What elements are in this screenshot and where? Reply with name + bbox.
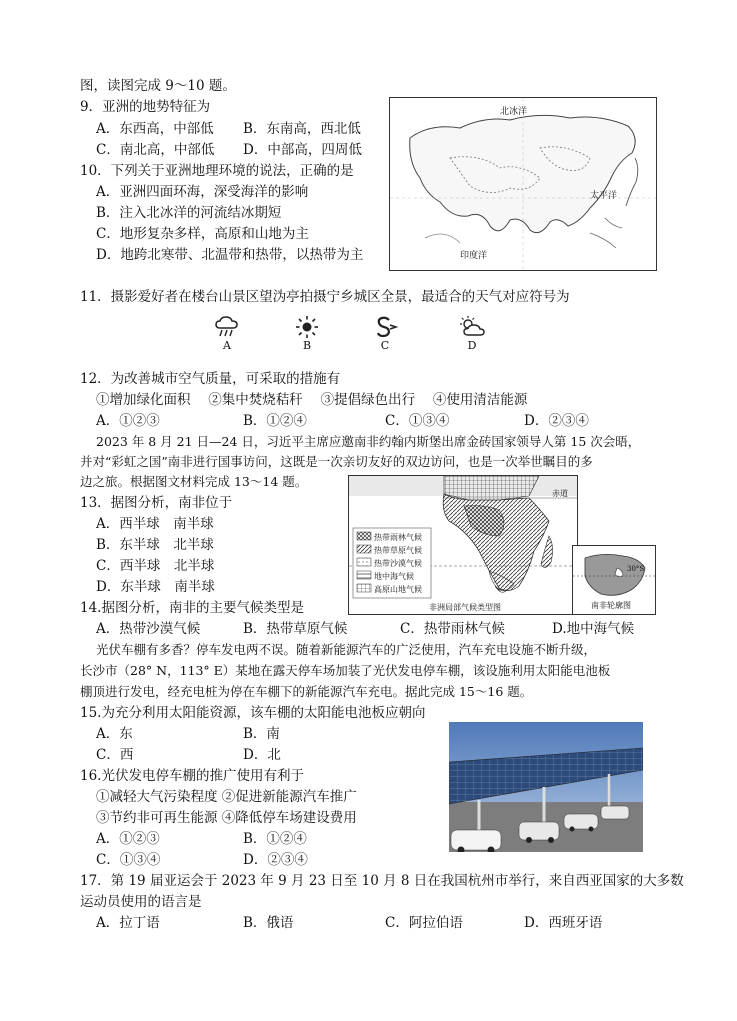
weather-sunny-option-b[interactable] bbox=[292, 315, 322, 352]
q14-option-d[interactable]: D.地中海气候 bbox=[552, 621, 635, 637]
weather-label-a: A bbox=[223, 339, 231, 352]
q15-option-c[interactable]: C．西 bbox=[96, 747, 134, 763]
q17-option-a[interactable]: A．拉丁语 bbox=[96, 915, 160, 931]
q16-option-d[interactable]: D．②③④ bbox=[243, 852, 308, 868]
q10-stem: 10．下列关于亚洲地理环境的说法，正确的是 bbox=[80, 163, 354, 179]
q12-option-b[interactable]: B．①②④ bbox=[243, 413, 307, 429]
q13-stem: 13．据图分析，南非位于 bbox=[80, 495, 233, 511]
inset-latitude: 30°S bbox=[627, 565, 645, 573]
q14-option-a[interactable]: A．热带沙漠气候 bbox=[96, 621, 201, 637]
q16-option-c[interactable]: C．①③④ bbox=[96, 852, 161, 868]
weather-label-d: D bbox=[467, 339, 477, 352]
q10-option-a[interactable]: A．亚洲四面环海，深受海洋的影响 bbox=[96, 184, 309, 200]
africa-map-caption: 非洲局部气候类型图 bbox=[429, 603, 501, 612]
inset-caption: 南非轮廓图 bbox=[591, 601, 631, 610]
q16-stem: 16.光伏发电停车棚的推广使用有利于 bbox=[80, 768, 304, 784]
africa-climate-map bbox=[348, 475, 578, 615]
q16-items-line2: ③节约非可再生能源 ④降低停车场建设费用 bbox=[96, 810, 357, 826]
q13-option-a[interactable]: A．西半球 南半球 bbox=[96, 516, 214, 532]
q12-option-c[interactable]: C．①③④ bbox=[385, 413, 450, 429]
legend-rainforest: 热带雨林气候 bbox=[374, 533, 422, 542]
q10-option-b[interactable]: B．注入北冰洋的河流结冰期短 bbox=[96, 205, 282, 221]
passage-15-16-line1: 光伏车棚有多香？停车发电两不误。随着新能源汽车的广泛使用，汽车充电设施不断升级， bbox=[96, 642, 597, 657]
cloud-rain-icon bbox=[214, 315, 240, 339]
partly-cloudy-icon bbox=[458, 315, 486, 339]
q17-option-d[interactable]: D．西班牙语 bbox=[524, 915, 603, 931]
q12-option-a[interactable]: A．①②③ bbox=[96, 413, 160, 429]
legend-desert: 热带沙漠气候 bbox=[374, 559, 422, 568]
sandstorm-icon bbox=[372, 315, 398, 339]
q13-option-b[interactable]: B．东半球 北半球 bbox=[96, 537, 214, 553]
q9-option-a[interactable]: A．东西高，中部低 bbox=[96, 121, 214, 137]
q9-option-d[interactable]: D．中部高，四周低 bbox=[243, 142, 362, 158]
solar-carport-photo bbox=[449, 722, 643, 852]
intro-text: 图，读图完成 9～10 题。 bbox=[80, 78, 236, 94]
asia-map-arctic-label: 北冰洋 bbox=[500, 107, 528, 117]
weather-partly-cloudy-option-d[interactable] bbox=[456, 315, 488, 352]
sun-icon bbox=[294, 315, 320, 339]
passage-13-14-line3: 边之旅。根据图文材料完成 13～14 题。 bbox=[80, 474, 308, 489]
q9-option-b[interactable]: B．东南高，西北低 bbox=[243, 121, 361, 137]
weather-label-c: C bbox=[380, 339, 390, 352]
passage-15-16-line3: 棚顶进行发电，经充电桩为停在车棚下的新能源汽车充电。据此完成 15～16 题。 bbox=[80, 684, 533, 699]
legend-mediterranean: 地中海气候 bbox=[374, 572, 414, 581]
q17-option-b[interactable]: B．俄语 bbox=[243, 915, 294, 931]
q14-option-b[interactable]: B．热带草原气候 bbox=[243, 621, 348, 637]
q12-stem: 12．为改善城市空气质量，可采取的措施有 bbox=[80, 371, 341, 387]
passage-13-14-line2: 并对“彩虹之国”南非进行国事访问，这既是一次亲切友好的双边访问，也是一次举世瞩目的多 bbox=[80, 454, 593, 469]
equator-label: 赤道 bbox=[552, 489, 568, 498]
q15-option-a[interactable]: A．东 bbox=[96, 726, 133, 742]
south-africa-inset bbox=[572, 545, 656, 615]
passage-15-16-line2: 长沙市（28° N，113° E）某地在露天停车场加装了光伏发电停车棚，该设施利用太阳能电池板 bbox=[80, 663, 611, 678]
q13-option-d[interactable]: D．东半球 南半球 bbox=[96, 579, 215, 595]
q15-option-d[interactable]: D．北 bbox=[243, 747, 281, 763]
weather-label-b: B bbox=[302, 339, 312, 352]
q16-option-a[interactable]: A．①②③ bbox=[96, 831, 160, 847]
q17-stem-line2: 运动员使用的语言是 bbox=[80, 894, 202, 910]
q14-option-c[interactable]: C．热带雨林气候 bbox=[400, 621, 505, 637]
legend-highland: 高原山地气候 bbox=[374, 585, 422, 594]
legend-savanna: 热带草原气候 bbox=[374, 546, 422, 555]
q12-items: ①增加绿化面积 ②集中焚烧秸秆 ③提倡绿色出行 ④使用清洁能源 bbox=[96, 392, 528, 408]
q15-stem: 15.为充分利用太阳能资源，该车棚的太阳能电池板应朝向 bbox=[80, 705, 426, 721]
q17-stem-line1: 17．第 19 届亚运会于 2023 年 9 月 23 日至 10 月 8 日在我国杭州市举行，来自西亚国家的大多数 bbox=[80, 873, 684, 889]
passage-13-14-line1: 2023 年 8 月 21 日—24 日，习近平主席应邀南非约翰内斯堡出席金砖国家领导人第 15 次会晤， bbox=[96, 434, 641, 449]
asia-map-indian-label: 印度洋 bbox=[460, 251, 488, 261]
q12-option-d[interactable]: D．②③④ bbox=[524, 413, 589, 429]
q9-option-c[interactable]: C．南北高，中部低 bbox=[96, 142, 215, 158]
weather-sandstorm-option-c[interactable] bbox=[370, 315, 400, 352]
asia-map-pacific-label: 太平洋 bbox=[590, 191, 618, 201]
q16-option-b[interactable]: B．①②④ bbox=[243, 831, 307, 847]
q10-option-d[interactable]: D．地跨北寒带、北温带和热带，以热带为主 bbox=[96, 247, 364, 263]
q11-stem: 11．摄影爱好者在楼台山景区望沩亭拍摄宁乡城区全景，最适合的天气对应符号为 bbox=[80, 289, 570, 305]
q14-stem: 14.据图分析，南非的主要气候类型是 bbox=[80, 600, 304, 616]
q16-items-line1: ①减轻大气污染程度 ②促进新能源汽车推广 bbox=[96, 789, 357, 805]
q13-option-c[interactable]: C．西半球 北半球 bbox=[96, 558, 215, 574]
q17-option-c[interactable]: C．阿拉伯语 bbox=[385, 915, 463, 931]
asia-map bbox=[389, 97, 657, 271]
q9-stem: 9．亚洲的地势特征为 bbox=[80, 99, 211, 115]
q15-option-b[interactable]: B．南 bbox=[243, 726, 280, 742]
q10-option-c[interactable]: C．地形复杂多样，高原和山地为主 bbox=[96, 226, 309, 242]
weather-rain-option-a[interactable] bbox=[212, 315, 242, 352]
